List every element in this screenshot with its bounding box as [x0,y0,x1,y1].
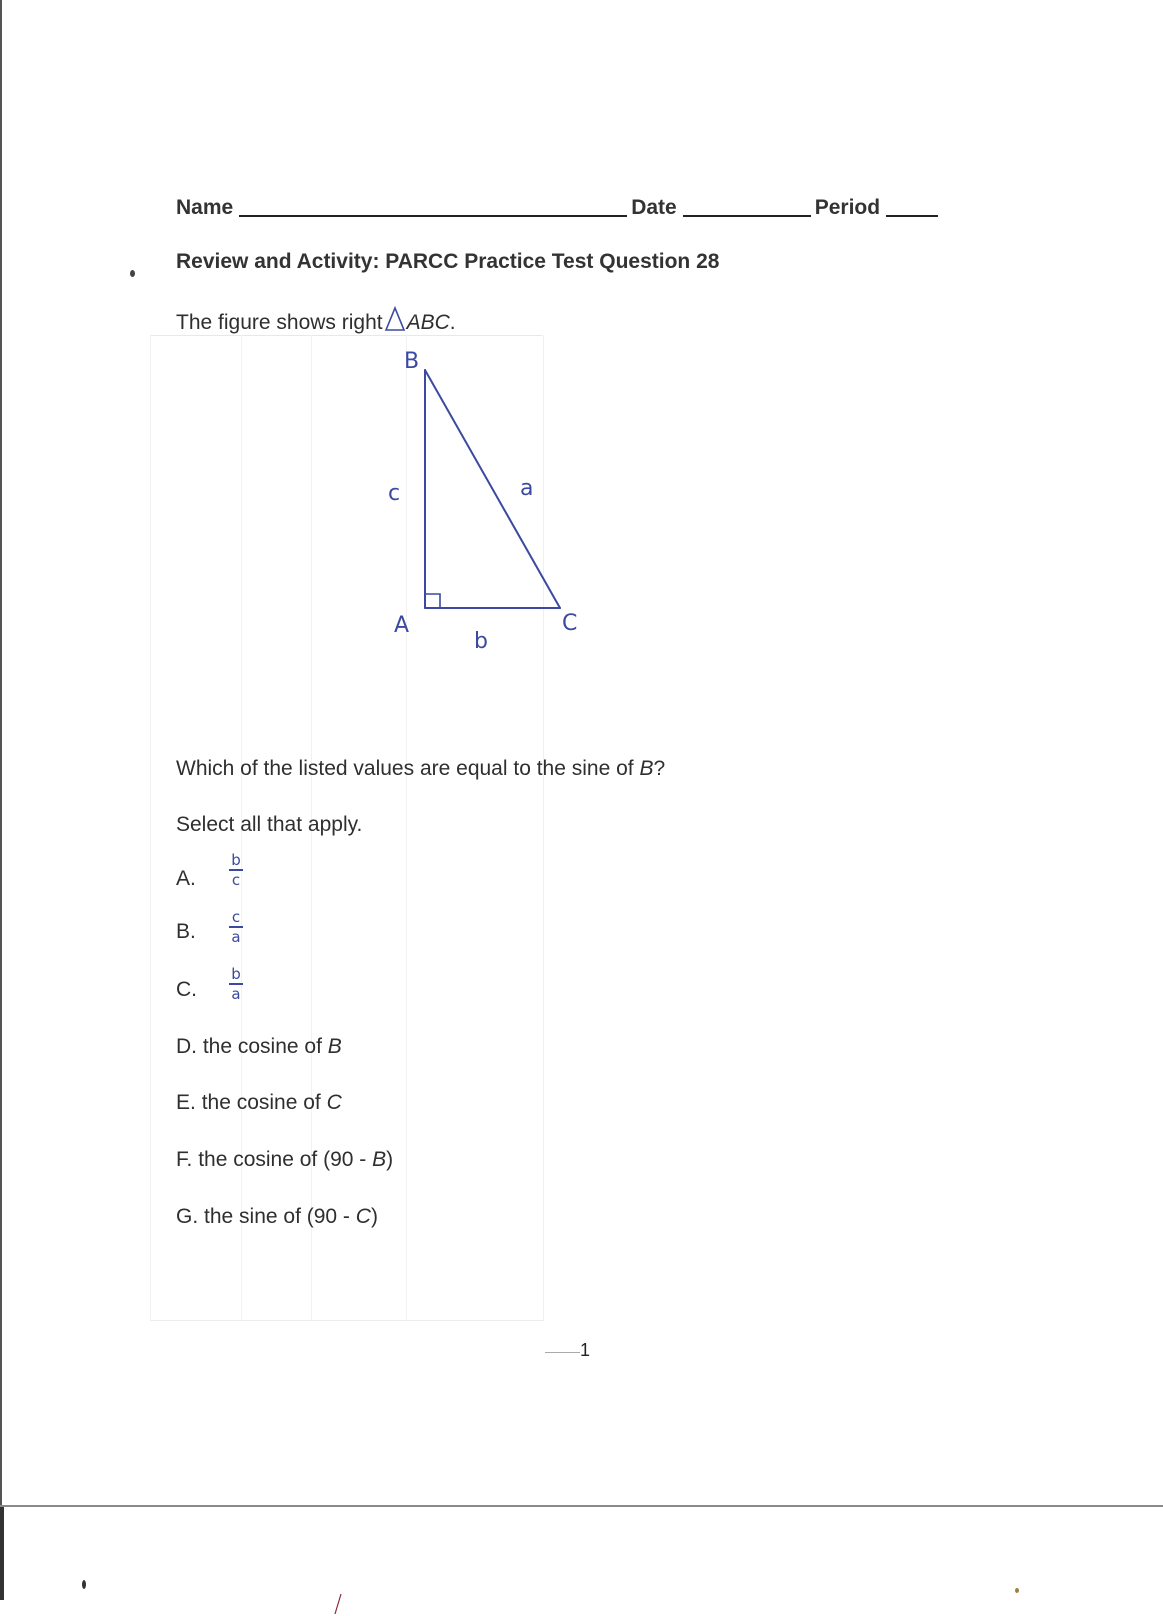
worksheet-title: Review and Activity: PARCC Practice Test Question 28 [176,250,720,273]
page-number: 1 [580,1340,591,1360]
choice-c-letter[interactable]: C. [176,978,197,1001]
choice-e[interactable] [176,1091,342,1115]
vertex-c-label: C [562,611,578,636]
choice-c-fraction[interactable] [226,967,246,1001]
choice-letter: G. [176,1205,199,1228]
choice-variable: B [372,1148,387,1171]
denominator: c [231,871,241,889]
scan-mark [333,1592,343,1616]
numerator: b [231,851,241,869]
handwritten-triangle-icon [383,306,407,338]
choice-text: the cosine of (90 - [198,1148,373,1171]
figure-prompt [176,306,456,338]
choice-variable: C [355,1205,371,1228]
choice-variable: B [327,1035,342,1058]
choice-text: the cosine of [202,1035,328,1058]
choice-a-letter[interactable]: A. [176,867,196,890]
choice-text: the cosine of [201,1091,327,1114]
choice-a-fraction[interactable] [226,853,246,887]
choice-f[interactable] [176,1148,393,1172]
choice-variable: C [326,1091,342,1114]
scan-left-edge [0,0,2,1600]
numerator: c [231,908,241,926]
side-a-line [425,370,560,608]
scan-speck [130,270,135,277]
vertex-b-label: B [404,349,420,374]
student-info-header [176,193,986,220]
date-blank[interactable] [683,193,811,217]
right-triangle-figure [370,340,610,665]
numerator: b [231,965,241,983]
choice-letter: D. [176,1035,197,1058]
name-blank[interactable] [239,193,627,217]
prompt-period: . [449,311,456,334]
question-mark: ? [653,757,666,780]
choice-text: the sine of (90 - [204,1205,356,1228]
right-angle-marker [425,594,440,608]
question-body: Which of the listed values are equal to the sine of [176,757,640,780]
denominator: a [231,985,241,1003]
side-c-label: c [388,481,401,506]
date-label: Date [631,196,677,219]
side-b-label: b [474,629,488,654]
scan-edge-shadow [0,1507,4,1600]
denominator: a [231,928,241,946]
page-number-rule [545,1352,580,1353]
period-label: Period [814,196,881,219]
choice-end: ) [370,1205,378,1228]
instruction-text: Select all that apply. [176,813,363,836]
side-a-label: a [520,476,534,501]
triangle-name: ABC [406,311,450,334]
scan-page-edge [0,1505,1163,1507]
question-variable: B [639,757,654,780]
choice-b-fraction[interactable] [226,910,246,944]
question-text [176,757,665,781]
choice-letter: E. [176,1091,196,1114]
choice-d[interactable] [176,1035,342,1059]
choice-b-letter[interactable]: B. [176,920,196,943]
scan-speck [82,1580,86,1589]
choice-g[interactable] [176,1205,378,1229]
choice-letter: F. [176,1148,193,1171]
vertex-a-label: A [394,613,410,638]
prompt-text: The figure shows right [176,311,383,334]
choice-end: ) [386,1148,394,1171]
name-label: Name [176,196,234,219]
period-blank[interactable] [886,193,938,217]
scan-speck [1015,1588,1019,1593]
